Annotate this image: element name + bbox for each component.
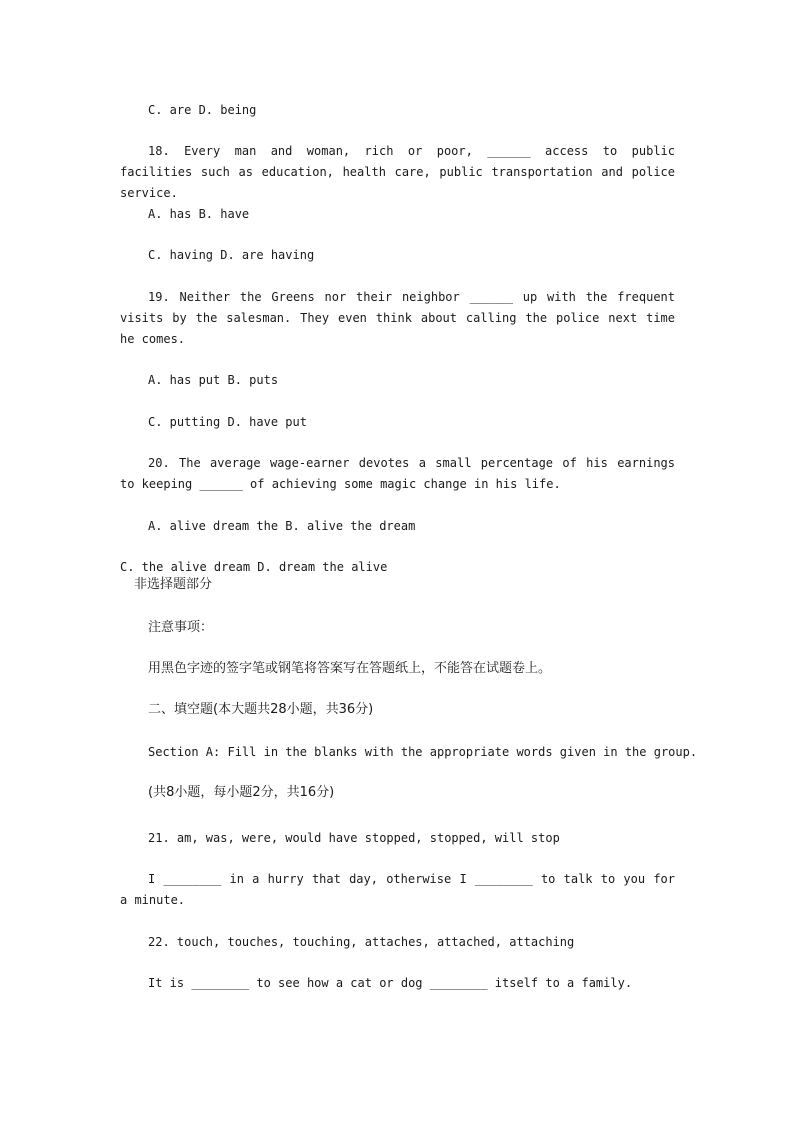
q17-options-cd: C. are D. being (148, 103, 257, 117)
q21-sentence (120, 869, 675, 911)
q20-stem (120, 453, 675, 495)
q19-stem-text: 19. Neither the Greens nor their neighbor ______ up with the frequent visits by the salesman. They even think about calling the police next time he comes. (120, 290, 675, 346)
q19-options-ab: A. has put B. puts (148, 373, 279, 387)
q19-stem (120, 287, 675, 350)
q22-sentence: It is ________ to see how a cat or dog ________ itself to a family. (148, 976, 633, 990)
q20-stem-text: 20. The average wage-earner devotes a small percentage of his earnings to keeping ______ of achieving some magic change in his life. (120, 456, 675, 491)
section-a-note: (共8小题，每小题2分，共16分) (148, 785, 335, 800)
q18-options-cd: C. having D. are having (148, 248, 315, 262)
section-a-instruction: Section A: Fill in the blanks with the appropriate words given in the group. (148, 745, 698, 759)
section-title: 非选择题部分 (134, 577, 213, 592)
q21-word-list: 21. am, was, were, would have stopped, stopped, will stop (148, 831, 560, 845)
q20-options-cd: C. the alive dream D. dream the alive (120, 560, 388, 574)
q22-word-list: 22. touch, touches, touching, attaches, attached, attaching (148, 935, 575, 949)
q21-sentence-text: I ________ in a hurry that day, otherwise I ________ to talk to you for a minute. (120, 872, 675, 907)
notice-title: 注意事项： (148, 620, 214, 635)
q18-options-ab: A. has B. have (148, 207, 250, 221)
fill-in-title: 二、填空题(本大题共28小题，共36分) (148, 702, 374, 717)
q18-stem (120, 141, 675, 204)
notice-text: 用黑色字迹的签字笔或钢笔将答案写在答题纸上，不能答在试题卷上。 (148, 661, 552, 676)
q20-options-ab: A. alive dream the B. alive the dream (148, 519, 416, 533)
q18-stem-text: 18. Every man and woman, rich or poor, ______ access to public facilities such as education, health care, public transportation and police service. (120, 144, 675, 200)
q19-options-cd: C. putting D. have put (148, 415, 307, 429)
